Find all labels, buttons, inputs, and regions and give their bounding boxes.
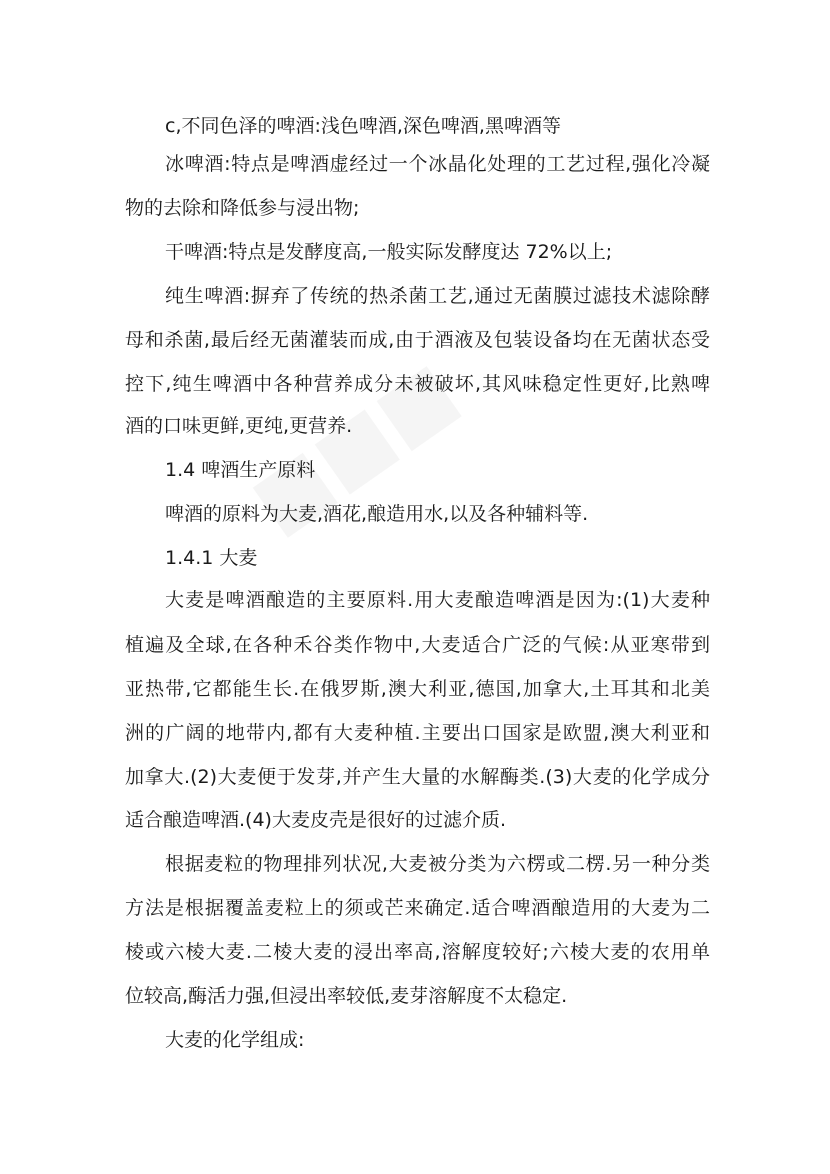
- paragraph-line: c,不同色泽的啤酒:浅色啤酒,深色啤酒,黑啤酒等: [165, 115, 561, 137]
- paragraph-line: 啤酒的原料为大麦,酒花,酿造用水,以及各种辅料等.: [165, 503, 589, 525]
- paragraph-line: 亚热带,它都能生长.在俄罗斯,澳大利亚,德国,加拿大,土耳其和北美: [125, 678, 710, 700]
- paragraph-line: 大麦的化学组成:: [165, 1029, 305, 1051]
- paragraph-line: 冰啤酒:特点是啤酒虚经过一个冰晶化处理的工艺过程,强化冷凝: [165, 153, 710, 175]
- paragraph-line: 适合酿造啤酒.(4)大麦皮壳是很好的过滤介质.: [125, 809, 506, 831]
- paragraph-line: 加拿大.(2)大麦便于发芽,并产生大量的水解酶类.(3)大麦的化学成分: [125, 766, 710, 788]
- paragraph-line: 方法是根据覆盖麦粒上的须或芒来确定.适合啤酒酿造用的大麦为二: [125, 897, 710, 919]
- paragraph-line: 纯生啤酒:摒弃了传统的热杀菌工艺,通过无菌膜过滤技术滤除酵: [165, 285, 710, 307]
- paragraph-line: 根据麦粒的物理排列状况,大麦被分类为六楞或二楞.另一种分类: [165, 853, 710, 875]
- paragraph-line: 物的去除和降低参与浸出物;: [125, 197, 360, 219]
- paragraph-line: 控下,纯生啤酒中各种营养成分未被破坏,其风味稳定性更好,比熟啤: [125, 373, 710, 395]
- paragraph-line: 位较高,酶活力强,但浸出率较低,麦芽溶解度不太稳定.: [125, 985, 568, 1007]
- paragraph-line: 植遍及全球,在各种禾谷类作物中,大麦适合广泛的气候:从亚寒带到: [125, 634, 710, 656]
- paragraph-line: 洲的广阔的地带内,都有大麦种植.主要出口国家是欧盟,澳大利亚和: [125, 722, 710, 744]
- paragraph-line: 干啤酒:特点是发酵度高,一般实际发酵度达 72%以上;: [165, 241, 613, 263]
- paragraph-line: 大麦是啤酒酿造的主要原料.用大麦酿造啤酒是因为:(1)大麦种: [165, 589, 710, 611]
- paragraph-line: 棱或六棱大麦.二棱大麦的浸出率高,溶解度较好;六棱大麦的农用单: [125, 941, 710, 963]
- section-heading: 1.4 啤酒生产原料: [165, 459, 316, 481]
- paragraph-line: 母和杀菌,最后经无菌灌装而成,由于酒液及包装设备均在无菌状态受: [125, 329, 710, 351]
- section-heading: 1.4.1 大麦: [165, 547, 258, 569]
- paragraph-line: 酒的口味更鲜,更纯,更营养.: [125, 415, 353, 437]
